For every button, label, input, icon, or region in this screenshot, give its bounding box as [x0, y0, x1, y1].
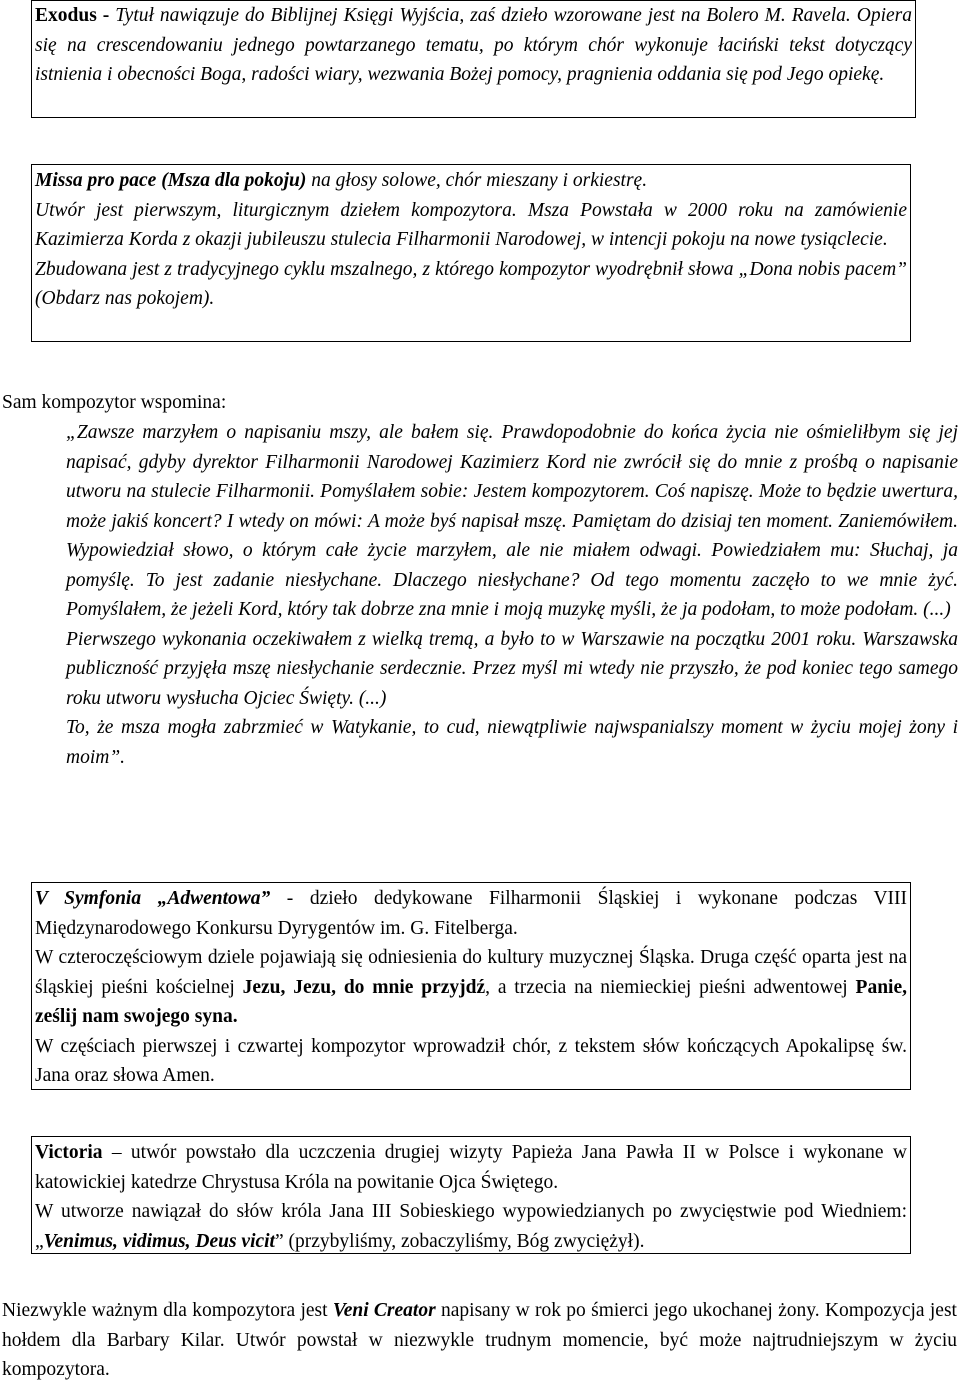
outro-text-2: napisany w rok po śmierci jego ukochanej żony. Kompozycja jest hołdem dla Barbary Kilar. Utwór powstał w niezwykle trudnym momencie, być może najtrudniejszym w życiu kompozytora.: [2, 1300, 957, 1380]
victoria-text: – utwór powstało dla uczczenia drugiej wizyty Papieża Jana Pawła II w Polsce i wykonane w katowickiej katedrze Chrystusa Króla na powitanie Ojca Świętego.: [35, 1142, 907, 1193]
victoria-box: [31, 1136, 911, 1254]
song-jezu: Jezu, Jezu, do mnie przyjdź: [242, 976, 486, 998]
quote-paragraph-3: To, że msza mogła zabrzmieć w Watykanie, to cud, niewątpliwie najwspanialszy moment w życiu mojej żony i moim”.: [66, 717, 958, 768]
outro-text-1: Niezwykle ważnym dla kompozytora jest: [2, 1300, 333, 1321]
victoria-p2-text: W utworze nawiązał do słów króla Jana III Sobieskiego wypowiedzianych po zwycięstwie pod Wiedniem: „: [35, 1201, 907, 1252]
quote-paragraph-2: Pierwszego wykonania oczekiwałem z wielką tremą, a było to w Warszawie na początku 2001 roku. Warszawska publiczność przyjęła mszę niesłychanie serdecznie. Przez myśl mi wtedy nie przyszło, że pod koniec tego samego roku utworu wysłucha Ojciec Święty. (...): [66, 628, 958, 709]
symfonia-heading: [35, 884, 907, 943]
quote-intro: Sam kompozytor wspomina:: [2, 392, 227, 413]
song-panie: Panie, ześlij nam swojego syna.: [35, 976, 907, 1027]
victoria-paragraph-2: [35, 1197, 907, 1256]
symfonia-box: [31, 882, 911, 1090]
exodus-dash: -: [96, 5, 116, 26]
symfonia-paragraph-2: [35, 943, 907, 1032]
exodus-title: Exodus: [35, 5, 97, 26]
missa-paragraph-2: Zbudowana jest z tradycyjnego cyklu mszalnego, z którego kompozytor wyodrębnił słowa „Dona nobis pacem” (Obdarz nas pokojem).: [35, 258, 907, 309]
exodus-box: [31, 0, 916, 118]
missa-box: [31, 164, 911, 342]
symfonia-title-rest: - dzieło dedykowane Filharmonii Śląskiej i wykonane podczas VIII Międzynarodowego Konkursu Dyrygentów im. G. Fitelberga.: [35, 888, 908, 939]
exodus-text: Tytuł nawiązuje do Biblijnej Księgi Wyjścia, zaś dzieło wzorowane jest na Bolero M. Ravela. Opiera się na crescendowaniu jednego powtarzanego tematu, po którym chór wykonuje łaciński tekst dotyczący istnienia i obecności Boga, radości wiary, wezwania Bożej pomocy, pragnienia oddania się pod Jego opiekę.: [35, 5, 912, 85]
symfonia-p2-text-2: , a trzecia na niemieckiej pieśni adwentowej: [485, 976, 856, 998]
victoria-latin: Venimus, vidimus, Deus vicit: [43, 1230, 275, 1252]
victoria-p2-text-2: ” (przybyliśmy, zobaczyliśmy, Bóg zwyciężył).: [274, 1230, 645, 1252]
missa-heading: [35, 166, 907, 196]
quote-paragraph-1: „Zawsze marzyłem o napisaniu mszy, ale bałem się. Prawdopodobnie do końca życia nie ośmieliłbym się jej napisać, gdyby dyrektor Filharmonii Narodowej Kazimierz Kord nie zwrócił się do mnie z prośbą o napisanie utworu na stulecie Filharmonii. Pomyślałem sobie: Jestem kompozytorem. Coś napiszę. Może to będzie uwertura, może jakiś koncert? I wtedy on mówi: A może byś napisał mszę. Pamiętam do dzisiaj ten moment. Zaniemówiłem. Wypowiedział słowo, o którym całe życie marzyłem, ale nie miałem odwagi. Powiedziałem mu: Słuchaj, ja pomyślę. To jest zadanie niesłychane. Dlaczego niesłychane? Od tego momentu zaczęło to we mnie żyć. Pomyślałem, że jeżeli Kord, który tak dobrze zna mnie i moją muzykę myśli, że ja podołam, to może podołam. (...): [66, 422, 958, 620]
symfonia-paragraph-3: W częściach pierwszej i czwartej kompozytor wprowadził chór, z tekstem słów kończących Apokalipsę św. Jana oraz słowa Amen.: [35, 1035, 907, 1086]
missa-paragraph-1: Utwór jest pierwszym, liturgicznym dziełem kompozytora. Msza Powstała w 2000 roku na zamówienie Kazimierza Korda z okazji jubileuszu stulecia Filharmonii Narodowej, w intencji pokoju na nowe tysiąclecie.: [35, 199, 907, 250]
missa-subtitle: na głosy solowe, chór mieszany i orkiestrę.: [306, 170, 648, 191]
veni-creator-paragraph: [2, 1296, 957, 1385]
victoria-title: Victoria: [35, 1142, 103, 1163]
missa-title: Missa pro pace (Msza dla pokoju): [35, 170, 307, 191]
veni-creator-title: Veni Creator: [332, 1300, 436, 1321]
victoria-paragraph-1: [35, 1138, 907, 1197]
composer-quote: [66, 418, 958, 772]
exodus-paragraph: [35, 1, 912, 90]
outro-text: [2, 1296, 957, 1385]
symfonia-p2-text: W czteroczęściowym dziele pojawiają się odniesienia do kultury muzycznej Śląska. Druga część oparta jest na śląskiej pieśni kościelnej: [35, 947, 907, 998]
symfonia-title: V Symfonia „Adwentowa”: [35, 888, 271, 909]
